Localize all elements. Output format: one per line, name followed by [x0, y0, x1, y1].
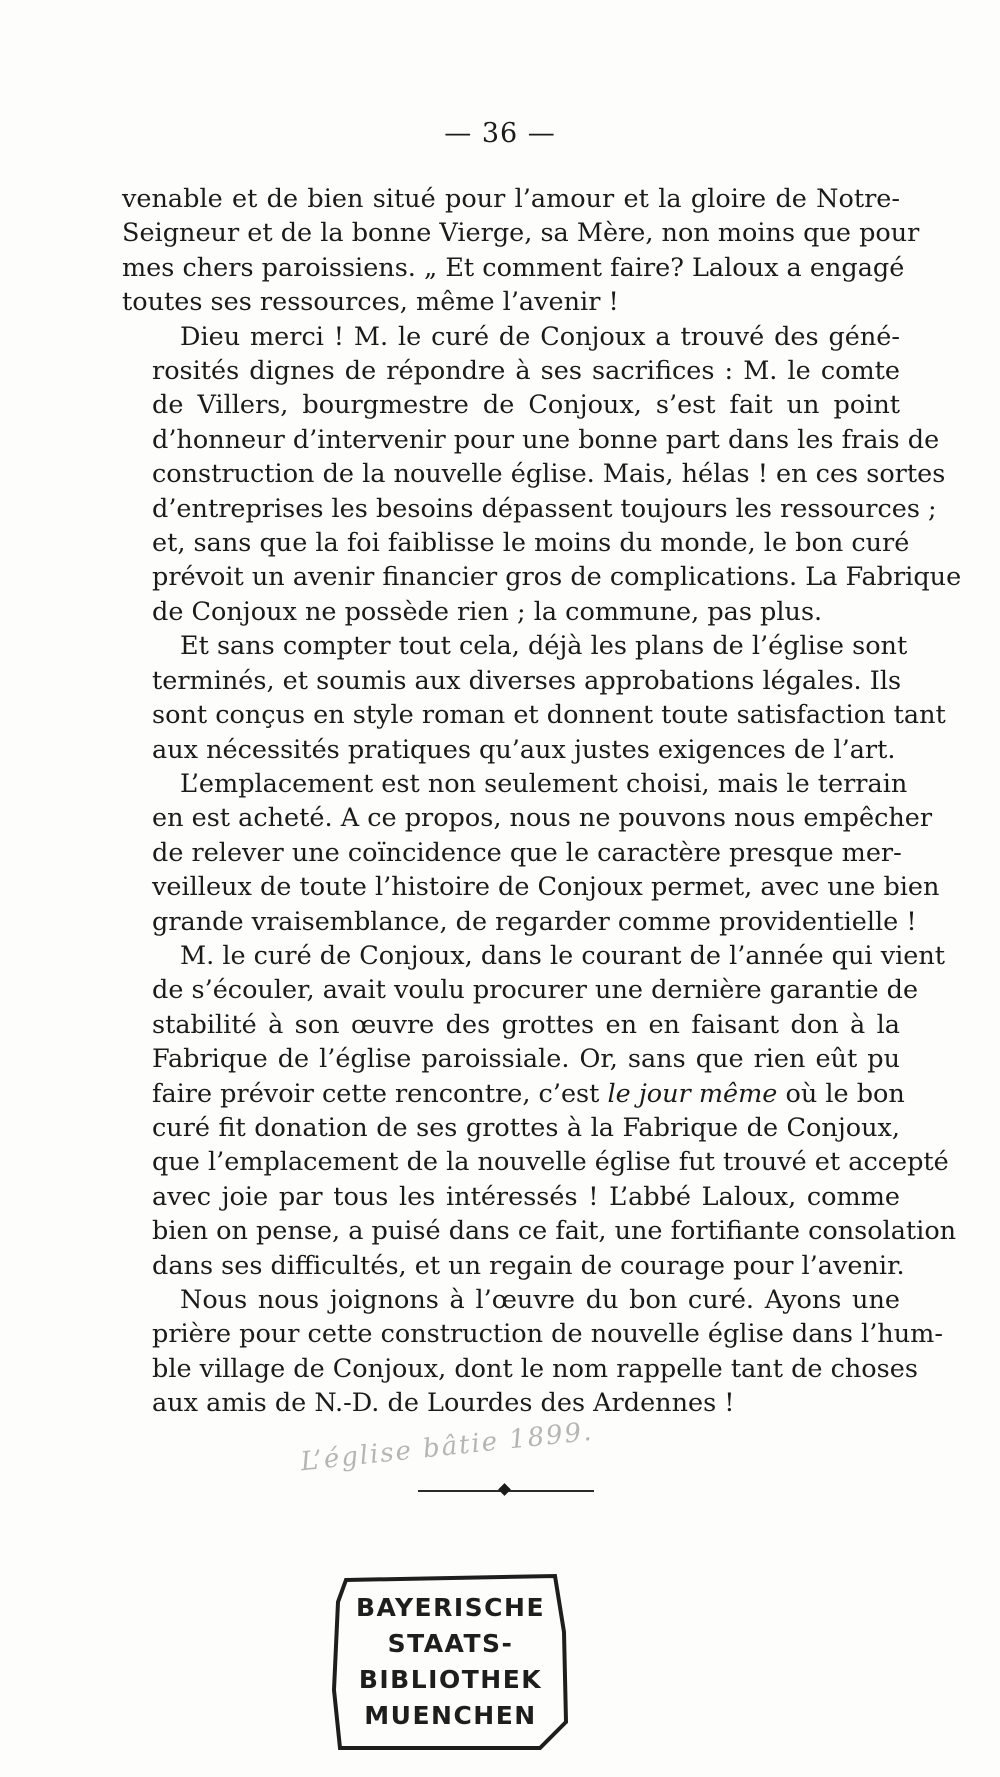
paragraph — [122, 320, 962, 630]
paragraph — [122, 767, 940, 939]
text-line: Seigneur et de la bonne Vierge, sa Mère, non moins que pour — [122, 218, 920, 249]
text-line: que l’emplacement de la nouvelle église fut trouvé et accepté — [152, 1147, 949, 1178]
text-line: d’honneur d’intervenir pour une bonne part dans les frais de — [152, 424, 940, 455]
text-line: prévoit un avenir financier gros de complications. La Fabrique — [152, 562, 962, 593]
text-line: construction de la nouvelle église. Mais, hélas ! en ces sortes — [152, 459, 946, 490]
text-line: en est acheté. A ce propos, nous ne pouvons nous empêcher — [152, 803, 933, 834]
paragraph — [122, 939, 957, 1283]
text-line: toutes ses ressources, même l’avenir ! — [122, 287, 619, 318]
text-line: mes chers paroissiens. „ Et comment faire? Laloux a engagé — [122, 252, 905, 283]
library-stamp — [328, 1572, 573, 1752]
text-line: de Conjoux ne possède rien ; la commune, pas plus. — [152, 596, 823, 627]
text-line: bien on pense, a puisé dans ce fait, une fortifiante consolation — [152, 1216, 957, 1247]
text-line: rosités dignes de répondre à ses sacrifices : M. le comte — [152, 356, 900, 387]
text-line: de Villers, bourgmestre de Conjoux, s’est fait un point — [152, 390, 900, 421]
text-line: sont conçus en style roman et donnent toute satisfaction tant — [152, 700, 946, 731]
text-line: de relever une coïncidence que le caractère presque mer- — [152, 837, 902, 868]
text-line: curé fit donation de ses grottes à la Fabrique de Conjoux, — [152, 1112, 900, 1143]
paragraph — [122, 629, 946, 767]
text-line: terminés, et soumis aux diverses approbations légales. Ils — [152, 665, 902, 696]
text-line: avec joie par tous les intéressés ! L’abbé Laloux, comme — [152, 1181, 900, 1212]
text-line: et, sans que la foi faiblisse le moins du monde, le bon curé — [152, 528, 910, 559]
text-line: aux nécessités pratiques qu’aux justes exigences de l’art. — [152, 734, 896, 765]
stamp-text — [328, 1590, 573, 1734]
stamp-line: MUENCHEN — [364, 1701, 537, 1730]
text-line: Nous nous joignons à l’œuvre du bon curé. Ayons une — [180, 1285, 900, 1315]
stamp-line: BIBLIOTHEK — [358, 1665, 543, 1694]
text-line: d’entreprises les besoins dépassent toujours les ressources ; — [152, 493, 937, 524]
text-line: prière pour cette construction de nouvelle église dans l’hum- — [152, 1319, 943, 1350]
text-line: Et sans compter tout cela, déjà les plans de l’église sont — [180, 631, 908, 662]
text-line: de s’écouler, avait voulu procurer une dernière garantie de — [152, 975, 919, 1006]
divider-ornament — [498, 1483, 511, 1496]
text-line: M. le curé de Conjoux, dans le courant de l’année qui vient — [180, 940, 946, 971]
paragraph — [122, 1283, 943, 1421]
text-line: ble village de Conjoux, dont le nom rappelle tant de choses — [152, 1353, 918, 1384]
body-text — [122, 182, 962, 1421]
text-segment: où le bon — [777, 1078, 905, 1109]
text-line: veilleux de toute l’histoire de Conjoux permet, avec une bien — [152, 872, 940, 903]
handwritten-annotation: L’église bâtie 1899. — [299, 1416, 595, 1478]
italic-emphasis: le jour même — [607, 1078, 778, 1109]
text-line: aux amis de N.-D. de Lourdes des Ardennes ! — [152, 1388, 735, 1419]
text-line: L’emplacement est non seulement choisi, mais le terrain — [180, 768, 908, 799]
stamp-line: BAYERISCHE — [355, 1593, 546, 1622]
text-line: Fabrique de l’église paroissiale. Or, sans que rien eût pu — [152, 1044, 900, 1075]
stamp-line: STAATS- — [387, 1629, 514, 1658]
text-line: dans ses difficultés, et un regain de courage pour l’avenir. — [152, 1250, 905, 1281]
text-segment: faire prévoir cette rencontre, c’est — [152, 1078, 608, 1109]
text-line: Dieu merci ! M. le curé de Conjoux a trouvé des géné- — [180, 321, 900, 352]
paragraph — [122, 182, 920, 320]
text-line: venable et de bien situé pour l’amour et la gloire de Notre- — [122, 184, 900, 214]
text-line: stabilité à son œuvre des grottes en en faisant don à la — [152, 1009, 900, 1040]
text-line: grande vraisemblance, de regarder comme providentielle ! — [152, 906, 917, 937]
page-number: — 36 — — [444, 118, 556, 149]
text-line — [122, 1077, 905, 1111]
